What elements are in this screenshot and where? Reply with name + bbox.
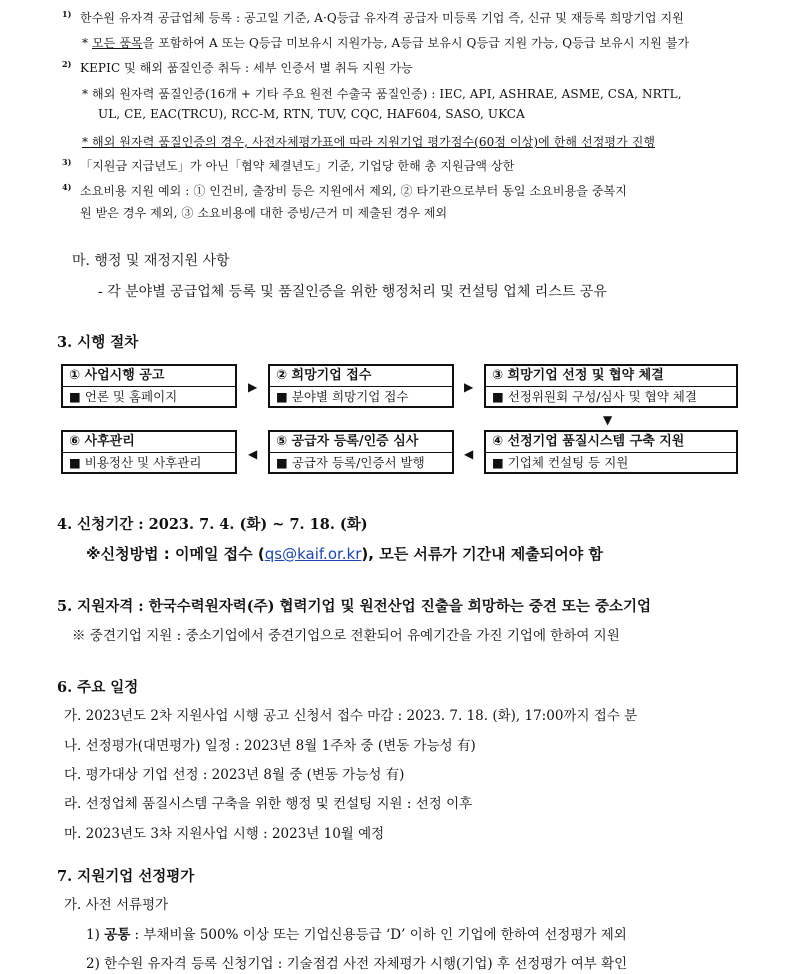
footnote-4-line2: 원 받은 경우 제외, ③ 소요비용에 대한 증빙/근거 미 제출된 경우 제외 <box>80 206 448 220</box>
procedure-step-2-title: ② 희망기업 접수 <box>270 366 452 387</box>
procedure-step-6-desc: ■ 비용정산 및 사후관리 <box>69 455 202 470</box>
procedure-step-3 <box>484 364 738 408</box>
footnote-1-sub <box>82 34 689 51</box>
application-method-prefix: ※신청방법 : 이메일 접수 ( <box>86 545 265 563</box>
schedule-item-1: 가. 2023년도 2차 지원사업 시행 공고 신청서 접수 마감 : 2023. 7. 18. (화), 17:00까지 접수 분 <box>64 708 638 724</box>
evaluation-sub: 가. 사전 서류평가 <box>64 897 169 913</box>
schedule-item-5: 마. 2023년도 3차 지원사업 시행 : 2023년 10월 예정 <box>64 826 385 842</box>
footnote-4-line1: 소요비용 지원 예외 : ① 인건비, 출장비 등은 지원에서 제외, ② 타기관으로부터 동일 소요비용을 중복지 <box>80 184 627 198</box>
admin-heading: 마. 행정 및 재정지원 사항 <box>72 253 230 269</box>
eligibility-heading: 5. 지원자격 : 한국수력원자력(주) 협력기업 및 원전산업 진출을 희망하는 중견 또는 중소기업 <box>57 598 651 615</box>
application-method-suffix: ), 모든 서류가 기간내 제출되어야 함 <box>361 545 603 563</box>
arrow-left-1-icon: ◀ <box>464 447 474 461</box>
schedule-item-3: 다. 평가대상 기업 선정 : 2023년 8월 중 (변동 가능성 有) <box>64 767 405 783</box>
application-method <box>86 543 603 564</box>
application-heading: 4. 신청기간 : 2023. 7. 4. (화) ~ 7. 18. (화) <box>57 516 368 533</box>
schedule-heading: 6. 주요 일정 <box>57 679 139 696</box>
evaluation-item-2: 2) 한수원 유자격 등록 신청기업 : 기술점검 사전 자체평가 시행(기업) 후 선정평가 여부 확인 <box>86 956 628 972</box>
admin-item: - 각 분야별 공급업체 등록 및 품질인증을 위한 행정처리 및 컨설팅 업체 리스트 공유 <box>98 284 607 300</box>
footnote-1-mark: 1) <box>62 9 72 19</box>
footnote-2-sub1-line2: UL, CE, EAC(TRCU), RCC-M, RTN, TUV, CQC, HAF604, SASO, UKCA <box>98 107 525 121</box>
schedule-item-2: 나. 선정평가(대면평가) 일정 : 2023년 8월 1주차 중 (변동 가능성 有) <box>64 738 476 754</box>
procedure-step-1-title: ① 사업시행 공고 <box>63 366 235 387</box>
footnote-1-sub-rest: 을 포함하여 A 또는 Q등급 미보유시 지원가능, A등급 보유시 Q등급 지원 가능, Q등급 보유시 지원 불가 <box>142 36 690 50</box>
procedure-step-4-title: ④ 선정기업 품질시스템 구축 지원 <box>486 432 736 453</box>
procedure-step-3-title: ③ 희망기업 선정 및 협약 체결 <box>486 366 736 387</box>
procedure-step-5-title: ⑤ 공급자 등록/인증 심사 <box>270 432 452 453</box>
procedure-step-1 <box>61 364 237 408</box>
procedure-step-4 <box>484 430 738 474</box>
footnote-2-sub2: * 해외 원자력 품질인증의 경우, 사전자체평가표에 따라 지원기업 평가점수(60점 이상)에 한해 선정평가 진행 <box>82 135 656 149</box>
arrow-left-2-icon: ◀ <box>248 447 258 461</box>
arrow-right-2-icon: ▶ <box>464 380 474 394</box>
footnote-4-mark: 4) <box>62 182 72 192</box>
application-email-link[interactable]: qs@kaif.or.kr <box>264 545 362 563</box>
schedule-item-4: 라. 선정업체 품질시스템 구축을 위한 행정 및 컨설팅 지원 : 선정 이후 <box>64 796 473 812</box>
procedure-heading: 3. 시행 절차 <box>57 334 139 351</box>
procedure-step-6-title: ⑥ 사후관리 <box>63 432 235 453</box>
procedure-step-5-desc: ■ 공급자 등록/인증서 발행 <box>276 455 425 470</box>
footnote-2-sub1-line1: * 해외 원자력 품질인증(16개 + 기타 주요 원전 수출국 품질인증) : IEC, API, ASHRAE, ASME, CSA, NRTL, <box>82 87 682 101</box>
footnote-2-text: KEPIC 및 해외 품질인증 취득 : 세부 인증서 별 취득 지원 가능 <box>80 61 413 75</box>
procedure-step-1-desc: ■ 언론 및 홈페이지 <box>69 389 178 404</box>
evaluation-item-1-rest: : 부채비율 500% 이상 또는 기업신용등급 ‘D’ 이하 인 기업에 한하여 선정평가 제외 <box>130 927 627 943</box>
footnote-1-sub-underlined: 모든 품목 <box>92 36 143 50</box>
evaluation-item-1-prefix: 1) <box>86 927 105 943</box>
procedure-step-4-desc: ■ 기업체 컨설팅 등 지원 <box>492 455 629 470</box>
footnote-1-sub-prefix: * <box>82 36 93 50</box>
procedure-step-2-desc: ■ 분야별 희망기업 접수 <box>276 389 409 404</box>
procedure-step-5 <box>268 430 454 474</box>
evaluation-item-1 <box>86 923 627 943</box>
procedure-step-2 <box>268 364 454 408</box>
arrow-right-1-icon: ▶ <box>248 380 258 394</box>
procedure-step-6 <box>61 430 237 474</box>
footnote-2-mark: 2) <box>62 59 72 69</box>
procedure-step-3-desc: ■ 선정위원회 구성/심사 및 협약 체결 <box>492 389 697 404</box>
footnote-1-text: 한수원 유자격 공급업체 등록 : 공고일 기준, A·Q등급 유자격 공급자 미등록 기업 즉, 신규 및 재등록 희망기업 지원 <box>80 11 684 25</box>
evaluation-heading: 7. 지원기업 선정평가 <box>57 868 195 885</box>
footnote-3-text: 「지원금 지급년도」가 아닌「협약 체결년도」기준, 기업당 한해 총 지원금액 상한 <box>80 159 515 173</box>
arrow-down-icon: ▼ <box>603 413 613 427</box>
evaluation-item-1-bold: 공통 <box>104 927 131 943</box>
footnote-3-mark: 3) <box>62 157 72 167</box>
eligibility-note: ※ 중견기업 지원 : 중소기업에서 중견기업으로 전환되어 유예기간을 가진 기업에 한하여 지원 <box>72 628 620 644</box>
